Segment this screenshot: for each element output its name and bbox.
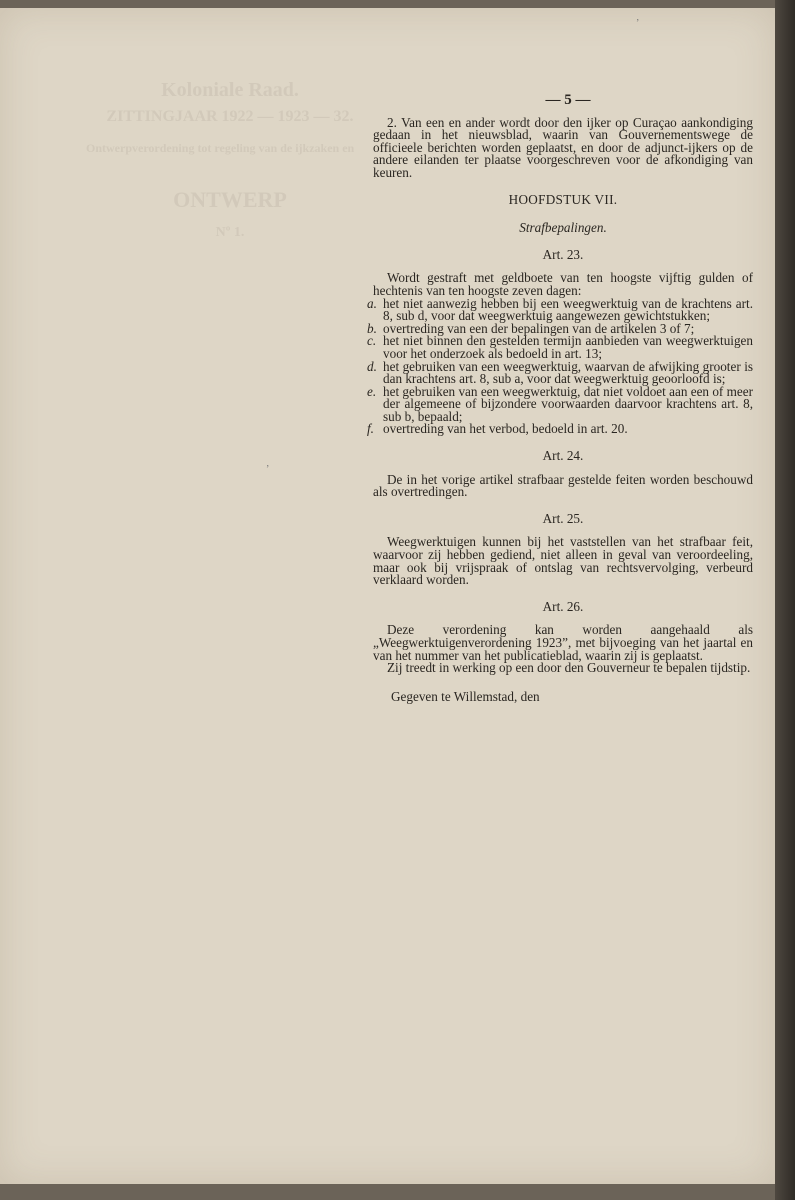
show-through-line: Koloniale Raad. <box>161 79 299 101</box>
list-item-text: het gebruiken van een weegwerktuig, waarvan de afwijking grooter is dan krachtens art. 8, sub a, voor dat weegwerktuig geoorloofd is; <box>383 358 753 387</box>
list-item <box>367 358 753 387</box>
list-item-text: het gebruiken van een weegwerktuig, dat niet voldoet aan een of meer der algemeene of bijzondere voorwaarden daarvoor krachtens art. 8, sub b, bepaald; <box>383 383 753 424</box>
show-through-line: Ontwerpverordening tot regeling van de ijkzaken en <box>86 141 355 155</box>
list-item-label: a. <box>367 295 377 311</box>
show-through-text <box>80 78 380 241</box>
page-content <box>367 92 753 704</box>
signature-line: Gegeven te Willemstad, den <box>391 688 540 704</box>
list-item-label: c. <box>367 333 377 349</box>
article-heading: Art. 25. <box>542 510 584 526</box>
article-paragraph: De in het vorige artikel strafbaar gestelde feiten worden beschouwd als overtredingen. <box>373 471 753 500</box>
show-through-line: ZITTINGJAAR 1922 — 1923 — 32. <box>106 108 354 125</box>
page-number: — 5 — <box>545 92 591 108</box>
list-item-label: b. <box>367 320 377 336</box>
list-item-label: e. <box>367 383 377 399</box>
list-item-text: het niet binnen den gestelden termijn aanbieden van weegwerktuigen voor het onderzoek als bedoeld in art. 13; <box>383 333 753 361</box>
article-intro: Wordt gestraft met geldboete van ten hoogste vijftig gulden of hechtenis van ten hoogste zeven dagen: <box>373 270 753 298</box>
list-item <box>367 333 753 361</box>
list-item-label: d. <box>367 358 377 374</box>
list-item-text: het niet aanwezig hebben bij een weegwerktuig van de krachtens art. 8, sub d, voor dat weegwerktuig aangewezen gewichtstukken; <box>383 295 753 324</box>
offence-list <box>367 295 753 437</box>
paper-speck: ʼ <box>636 18 640 29</box>
article-heading: Art. 26. <box>542 598 584 614</box>
article-paragraph: Deze verordening kan worden aangehaald als „Weegwerktuigenverordening 1923”, met bijvoeging van het jaartal en van het nummer van het publicatieblad, waarin zij is geplaatst. <box>373 622 753 663</box>
list-item-text: overtreding van het verbod, bedoeld in art. 20. <box>383 421 628 437</box>
show-through-line: ONTWERP <box>173 187 287 212</box>
list-item <box>367 295 753 324</box>
article-paragraph: Weegwerktuigen kunnen bij het vaststellen van het strafbaar feit, waarvoor zij hebben gediend, niet alleen in geval van veroordeeling, maar ook bij vrijspraak of ontslag van rechtsvervolging, verbeurd verklaard worden. <box>373 534 753 588</box>
list-item-label: f. <box>367 421 374 437</box>
article-paragraph: 2. Van een en ander wordt door den ijker op Curaçao aankondiging gedaan in het nieuwsblad, waarin van Gouvernementswege de officieele berichten worden geplaatst, en door de adjunct-ijkers op de andere eilanden ter plaatse voorgeschreven voor de afkondiging van keuren. <box>373 114 753 180</box>
paper-speck: ʼ <box>266 464 270 475</box>
document-page <box>0 8 775 1184</box>
list-item-text: overtreding van een der bepalingen van de artikelen 3 of 7; <box>383 320 695 336</box>
article-paragraph: Zij treedt in werking op een door den Gouverneur te bepalen tijdstip. <box>387 660 751 676</box>
book-spine <box>775 0 795 1200</box>
show-through-line: Nº 1. <box>215 224 245 240</box>
list-item <box>367 421 753 437</box>
chapter-heading: HOOFDSTUK VII. <box>508 191 618 207</box>
section-title: Strafbepalingen. <box>519 220 607 236</box>
article-heading: Art. 23. <box>542 246 584 262</box>
article-heading: Art. 24. <box>542 448 584 464</box>
list-item <box>367 383 753 424</box>
